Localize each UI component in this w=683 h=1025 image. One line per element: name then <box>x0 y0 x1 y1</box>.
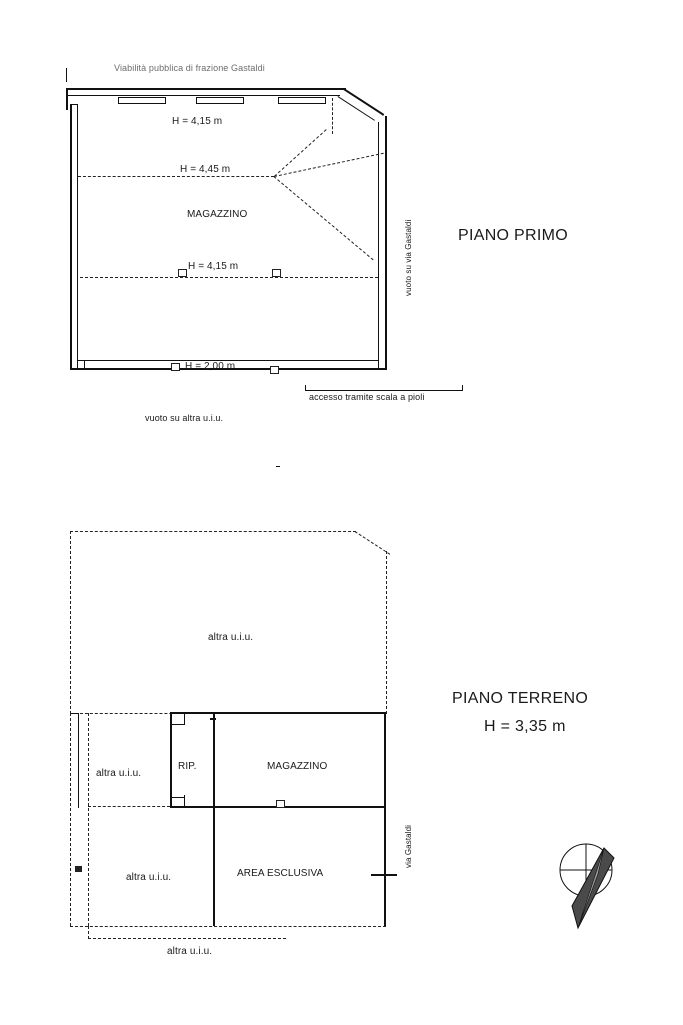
wall-left-strip-solid <box>78 713 79 808</box>
roof-line-4 <box>332 98 333 134</box>
wall-right-inner <box>378 122 379 370</box>
label-other-unit-bottom: altra u.i.u. <box>167 946 213 957</box>
outline-bottom-offset <box>88 938 286 939</box>
height-label-3: H = 4,15 m <box>188 261 239 272</box>
window-top-1 <box>118 97 166 104</box>
zone-divider-2 <box>80 277 378 278</box>
label-other-unit-left: altra u.i.u. <box>96 768 142 779</box>
roof-line-3 <box>273 176 373 260</box>
wall-bottom-left-jamb <box>84 360 85 369</box>
wall-left <box>70 104 72 370</box>
outline-left-strip <box>88 713 89 926</box>
label-area-esclusiva: AREA ESCLUSIVA <box>237 868 324 879</box>
wall-left-upper <box>66 88 68 110</box>
outline-corner-diagonal <box>354 531 390 555</box>
opening-symbol-1 <box>178 269 187 277</box>
north-arrow-icon <box>548 840 638 946</box>
label-void-other-unit: vuoto su altra u.i.u. <box>145 413 224 423</box>
label-magazzino-terreno: MAGAZZINO <box>267 761 328 772</box>
wall-unit-right <box>384 712 386 808</box>
wall-unit-top <box>170 712 386 714</box>
wall-rip-right <box>213 712 215 926</box>
access-note-tick-left <box>305 385 306 391</box>
opening-symbol-3 <box>171 363 180 371</box>
outline-bottom <box>70 926 386 927</box>
tick-top-left <box>66 68 67 82</box>
zone-divider-1-left <box>78 176 274 177</box>
wall-bottom-left-cap <box>70 360 71 369</box>
wall-left-inner <box>77 104 78 370</box>
label-rip: RIP. <box>178 761 197 772</box>
title-piano-terreno: PIANO TERRENO <box>452 690 589 707</box>
window-top-2 <box>196 97 244 104</box>
height-label-2: H = 4,45 m <box>180 164 231 175</box>
outline-top <box>70 531 356 532</box>
window-top-3 <box>278 97 326 104</box>
outline-left-lower <box>70 713 71 926</box>
divider-left-strip <box>88 806 170 807</box>
height-label-4: H = 2,00 m <box>185 361 236 372</box>
wall-left-strip-cap <box>70 713 79 714</box>
rip-door-top <box>170 724 184 725</box>
wall-exclusive-right <box>384 806 386 926</box>
label-other-unit-bottom-left: altra u.i.u. <box>126 872 172 883</box>
outline-bottom-step <box>88 926 89 939</box>
wall-left-cap-top <box>70 104 78 105</box>
wall-right <box>385 116 387 370</box>
height-label-1: H = 4,15 m <box>172 116 223 127</box>
wall-rip-left <box>170 712 172 808</box>
opening-symbol-unit <box>276 800 285 808</box>
label-other-unit-top: altra u.i.u. <box>208 632 254 643</box>
wall-top-inner <box>66 95 340 96</box>
wall-top <box>66 88 346 90</box>
label-via-gastaldi: via Gastaldi <box>404 825 413 868</box>
opening-symbol-left <box>75 866 82 872</box>
height-piano-terreno: H = 3,35 m <box>484 718 566 735</box>
label-void-via-gastaldi: vuoto su via Gastaldi <box>404 219 413 296</box>
wall-corner-diagonal-inner <box>337 96 374 121</box>
outline-left-upper <box>70 531 71 714</box>
opening-symbol-2 <box>272 269 281 277</box>
rip-jamb-bottom <box>184 795 185 807</box>
outline-right-upper <box>386 551 387 714</box>
stray-mark <box>276 466 280 467</box>
rip-door-bottom <box>170 797 184 798</box>
opening-symbol-4 <box>270 366 279 374</box>
room-label-magazzino: MAGAZZINO <box>187 209 248 220</box>
access-note-underline <box>305 390 463 391</box>
roof-line-2 <box>274 153 384 177</box>
title-piano-primo: PIANO PRIMO <box>458 227 568 244</box>
label-access-note: accesso tramite scala a pioli <box>309 392 425 402</box>
label-street-top: Viabilità pubblica di frazione Gastaldi <box>114 63 265 73</box>
rip-jamb-top <box>184 712 185 725</box>
gate-mark <box>371 874 397 876</box>
access-note-tick-right <box>462 385 463 391</box>
pillar-mark <box>210 718 216 720</box>
